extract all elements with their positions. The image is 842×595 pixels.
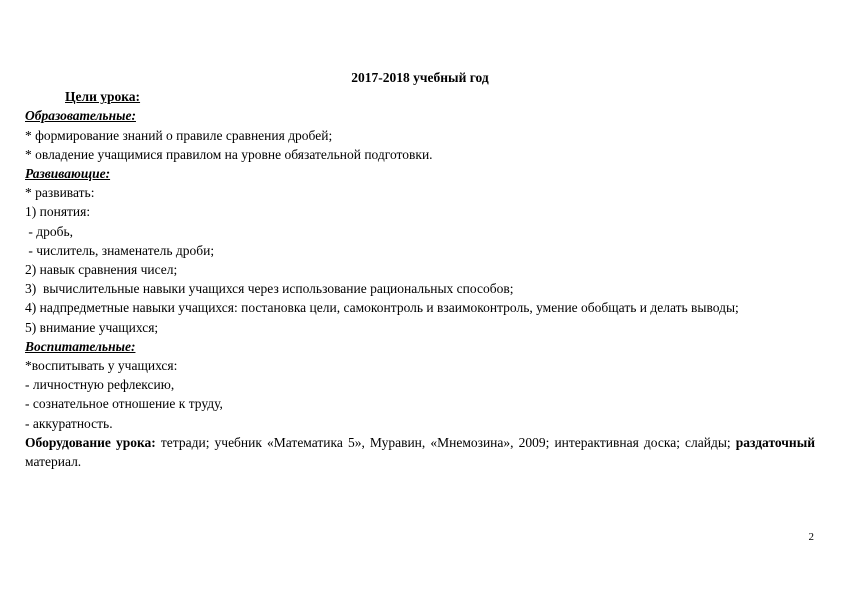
educational-item: * овладение учащимися правилом на уровне обязательной подготовки. (25, 146, 433, 162)
developing-item: 5) внимание учащихся; (25, 319, 159, 335)
year-heading: 2017-2018 учебный год (351, 70, 489, 85)
developing-item: 4) надпредметные навыки учащихся: постановка цели, самоконтроль и взаимоконтроль, умение обобщать и делать выводы; (25, 300, 739, 316)
equipment-label: Оборудование урока: (25, 434, 156, 450)
page-number: 2 (808, 531, 814, 543)
goals-title: Цели урока: (65, 89, 141, 105)
equipment-bold-word: раздаточный (735, 434, 816, 450)
upbringing-item: - сознательное отношение к труду, (25, 396, 223, 412)
upbringing-item: - личностную рефлексию, (25, 377, 175, 393)
developing-item: 2) навык сравнения чисел; (25, 262, 178, 278)
equipment-text: тетради; учебник «Математика 5», Муравин, «Мнемозина», 2009; интерактивная доска; слайды; (155, 434, 736, 450)
educational-heading: Образовательные: (25, 108, 136, 124)
equipment-text-end: материал. (25, 454, 82, 470)
document-body (25, 68, 815, 471)
developing-heading: Развивающие: (25, 166, 111, 182)
developing-item: - числитель, знаменатель дроби; (25, 242, 215, 258)
developing-item: 3) вычислительные навыки учащихся через использование рациональных способов; (25, 281, 514, 297)
developing-item: * развивать: (25, 185, 95, 201)
developing-item: - дробь, (25, 223, 74, 239)
upbringing-item: *воспитывать у учащихся: (25, 358, 178, 374)
upbringing-heading: Воспитательные: (25, 338, 136, 354)
developing-item: 1) понятия: (25, 204, 91, 220)
upbringing-item: - аккуратность. (25, 415, 113, 431)
equipment-paragraph (25, 433, 815, 471)
educational-item: * формирование знаний о правиле сравнения дробей; (25, 127, 333, 143)
